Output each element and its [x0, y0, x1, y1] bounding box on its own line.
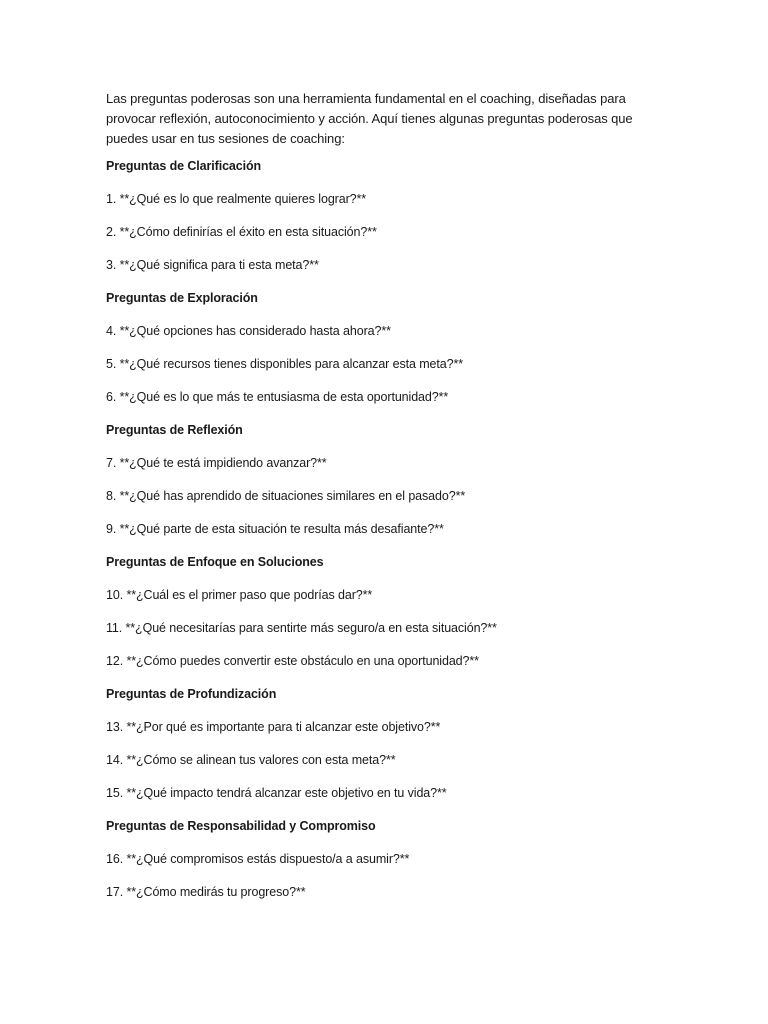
question-item: 3. **¿Qué significa para ti esta meta?** — [106, 258, 319, 272]
question-item: 17. **¿Cómo medirás tu progreso?** — [106, 885, 306, 899]
question-item: 7. **¿Qué te está impidiendo avanzar?** — [106, 456, 327, 470]
question-item: 12. **¿Cómo puedes convertir este obstáculo en una oportunidad?** — [106, 654, 479, 668]
section-enfoque-soluciones — [106, 546, 666, 678]
intro-block — [106, 89, 666, 149]
question-item: 8. **¿Qué has aprendido de situaciones similares en el pasado?** — [106, 489, 466, 503]
question-item: 14. **¿Cómo se alinean tus valores con esta meta?** — [106, 753, 396, 767]
document-page — [106, 89, 666, 909]
section-heading: Preguntas de Clarificación — [106, 159, 262, 173]
section-clarificacion — [106, 150, 666, 282]
question-item: 16. **¿Qué compromisos estás dispuesto/a a asumir?** — [106, 852, 410, 866]
section-heading: Preguntas de Enfoque en Soluciones — [106, 555, 324, 569]
question-item: 5. **¿Qué recursos tienes disponibles para alcanzar esta meta?** — [106, 357, 463, 371]
question-item: 11. **¿Qué necesitarías para sentirte más seguro/a en esta situación?** — [106, 621, 497, 635]
section-responsabilidad-compromiso — [106, 810, 666, 909]
question-item: 9. **¿Qué parte de esta situación te resulta más desafiante?** — [106, 522, 444, 536]
section-heading: Preguntas de Reflexión — [106, 423, 243, 437]
question-item: 15. **¿Qué impacto tendrá alcanzar este objetivo en tu vida?** — [106, 786, 447, 800]
section-profundizacion — [106, 678, 666, 810]
section-heading: Preguntas de Responsabilidad y Compromiso — [106, 819, 376, 833]
question-item: 4. **¿Qué opciones has considerado hasta ahora?** — [106, 324, 391, 338]
section-heading: Preguntas de Exploración — [106, 291, 258, 305]
section-reflexion — [106, 414, 666, 546]
question-item: 6. **¿Qué es lo que más te entusiasma de esta oportunidad?** — [106, 390, 449, 404]
section-exploracion — [106, 282, 666, 414]
intro-paragraph: Las preguntas poderosas son una herramienta fundamental en el coaching, diseñadas para provocar reflexión, autoconocimiento y acción. Aquí tienes algunas preguntas poderosas que puedes usar en tus sesiones de coaching: — [106, 91, 633, 146]
question-item: 1. **¿Qué es lo que realmente quieres lograr?** — [106, 192, 367, 206]
section-heading: Preguntas de Profundización — [106, 687, 277, 701]
question-item: 2. **¿Cómo definirías el éxito en esta situación?** — [106, 225, 377, 239]
question-item: 10. **¿Cuál es el primer paso que podrías dar?** — [106, 588, 373, 602]
question-item: 13. **¿Por qué es importante para ti alcanzar este objetivo?** — [106, 720, 441, 734]
